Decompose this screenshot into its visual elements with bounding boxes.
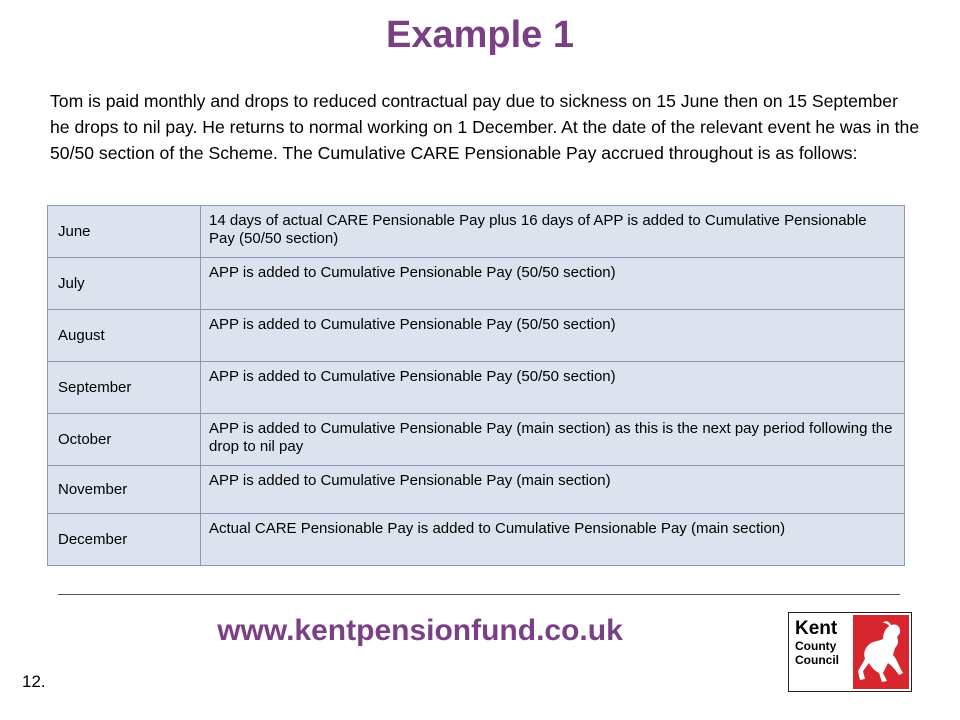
pay-schedule-table xyxy=(47,205,905,566)
month-cell: December xyxy=(48,514,201,566)
kent-county-council-logo xyxy=(788,612,912,692)
logo-line-1: Kent xyxy=(795,618,838,639)
page-title: Example 1 xyxy=(386,14,574,56)
month-cell: November xyxy=(48,466,201,514)
page-number: 12. xyxy=(22,672,46,691)
logo-line-2: County xyxy=(795,639,837,653)
month-cell: June xyxy=(48,206,201,258)
description-cell: APP is added to Cumulative Pensionable Pay (50/50 section) xyxy=(201,362,905,414)
description-cell: Actual CARE Pensionable Pay is added to Cumulative Pensionable Pay (main section) xyxy=(201,514,905,566)
month-cell: August xyxy=(48,310,201,362)
description-cell: APP is added to Cumulative Pensionable Pay (main section) xyxy=(201,466,905,514)
logo-line-3: Council xyxy=(795,653,839,667)
description-cell: APP is added to Cumulative Pensionable Pay (main section) as this is the next pay period following the drop to nil pay xyxy=(201,414,905,466)
month-cell: September xyxy=(48,362,201,414)
table-row xyxy=(48,414,905,466)
website-link[interactable]: www.kentpensionfund.co.uk xyxy=(217,614,623,647)
description-cell: 14 days of actual CARE Pensionable Pay plus 16 days of APP is added to Cumulative Pensionable Pay (50/50 section) xyxy=(201,206,905,258)
footer-divider xyxy=(58,594,900,595)
white-horse-icon xyxy=(853,615,909,689)
table-row xyxy=(48,514,905,566)
intro-paragraph: Tom is paid monthly and drops to reduced contractual pay due to sickness on 15 June then on 15 September he drops to nil pay. He returns to normal working on 1 December. At the date of the relevant event he was in the 50/50 section of the Scheme. The Cumulative CARE Pensionable Pay accrued throughout is as follows: xyxy=(50,91,920,163)
month-cell: July xyxy=(48,258,201,310)
table-row xyxy=(48,466,905,514)
month-cell: October xyxy=(48,414,201,466)
table-row xyxy=(48,310,905,362)
table-row xyxy=(48,206,905,258)
description-cell: APP is added to Cumulative Pensionable Pay (50/50 section) xyxy=(201,310,905,362)
table-row xyxy=(48,258,905,310)
table-row xyxy=(48,362,905,414)
description-cell: APP is added to Cumulative Pensionable Pay (50/50 section) xyxy=(201,258,905,310)
